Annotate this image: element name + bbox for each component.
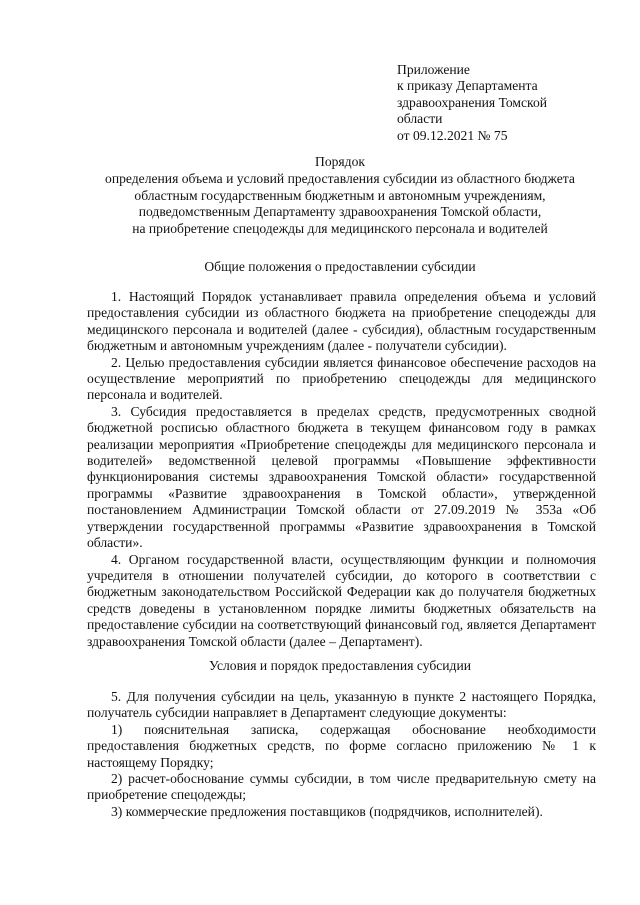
annex-line: области (397, 111, 443, 127)
paragraph: 4. Органом государственной власти, осуществляющим функции и полномочия учредителя в отношении получателей субсидии, до которого в соответствии с бюджетным законодательством Российской Федерации как до получателя бюджетных средств доведены в установленном порядке лимиты бюджетных обязательств на предоставление субсидии на соответствующий финансовый год, является Департамент здравоохранения Томской области (далее – Департамент). (87, 551, 596, 649)
paragraph: 1) пояснительная записка, содержащая обоснование необходимости предоставления бюджетных средств, по форме согласно приложению № 1 к настоящему Порядку; (87, 721, 596, 770)
title-heading: Порядок (315, 154, 365, 169)
paragraph: 3. Субсидия предоставляется в пределах средств, предусмотренных сводной бюджетной росписью областного бюджета в текущем финансовом году в рамках реализации мероприятия «Приобретение спецодежды для медицинского персонала и водителей» ведомственной целевой программы «Повышение эффективности функционирования системы здравоохранения Томской области» государственной программы «Развитие здравоохранения в Томской области», утвержденной постановлением Администрации Томской области от 27.09.2019 № 353а «Об утверждении государственной программы «Развитие здравоохранения в Томской области». (87, 403, 596, 551)
paragraph: 2. Целью предоставления субсидии является финансовое обеспечение расходов на осуществление мероприятий по приобретению спецодежды для медицинского персонала и водителей. (87, 354, 596, 403)
annex-line: от 09.12.2021 № 75 (397, 127, 508, 143)
title-line: на приобретение спецодежды для медицинского персонала и водителей (132, 220, 548, 236)
paragraph: 2) расчет-обоснование суммы субсидии, в том числе предварительную смету на приобретение спецодежды; (87, 771, 596, 803)
annex-block (397, 62, 597, 144)
document-title (80, 154, 600, 237)
paragraph: 3) коммерческие предложения поставщиков (подрядчиков, исполнителей). (111, 803, 543, 819)
annex-line: Приложение (397, 62, 470, 77)
title-line: подведомственным Департаменту здравоохранения Томской области, (138, 204, 542, 220)
annex-line: здравоохранения Томской (397, 94, 548, 110)
paragraph: 5. Для получения субсидии на цель, указанную в пункте 2 настоящего Порядка, получатель субсидии направляет в Департамент следующие документы: (87, 689, 596, 721)
section-heading-conditions: Условия и порядок предоставления субсидии (208, 658, 472, 673)
paragraph: 1. Настоящий Порядок устанавливает правила определения объема и условий предоставления субсидии из областного бюджета на приобретение спецодежды для медицинского персонала и водителей (далее - субсидия), областным государственным бюджетным и автономным учреждениям (далее - получатели субсидии). (87, 289, 596, 354)
section-body-general (87, 289, 596, 650)
section-body-conditions (87, 689, 596, 820)
title-line: областным государственным бюджетным и автономным учреждениям, (134, 187, 546, 203)
title-line: определения объема и условий предоставления субсидии из областного бюджета (105, 171, 575, 187)
annex-line: к приказу Департамента (397, 78, 538, 94)
section-heading-general: Общие положения о предоставлении субсидии (204, 259, 476, 274)
